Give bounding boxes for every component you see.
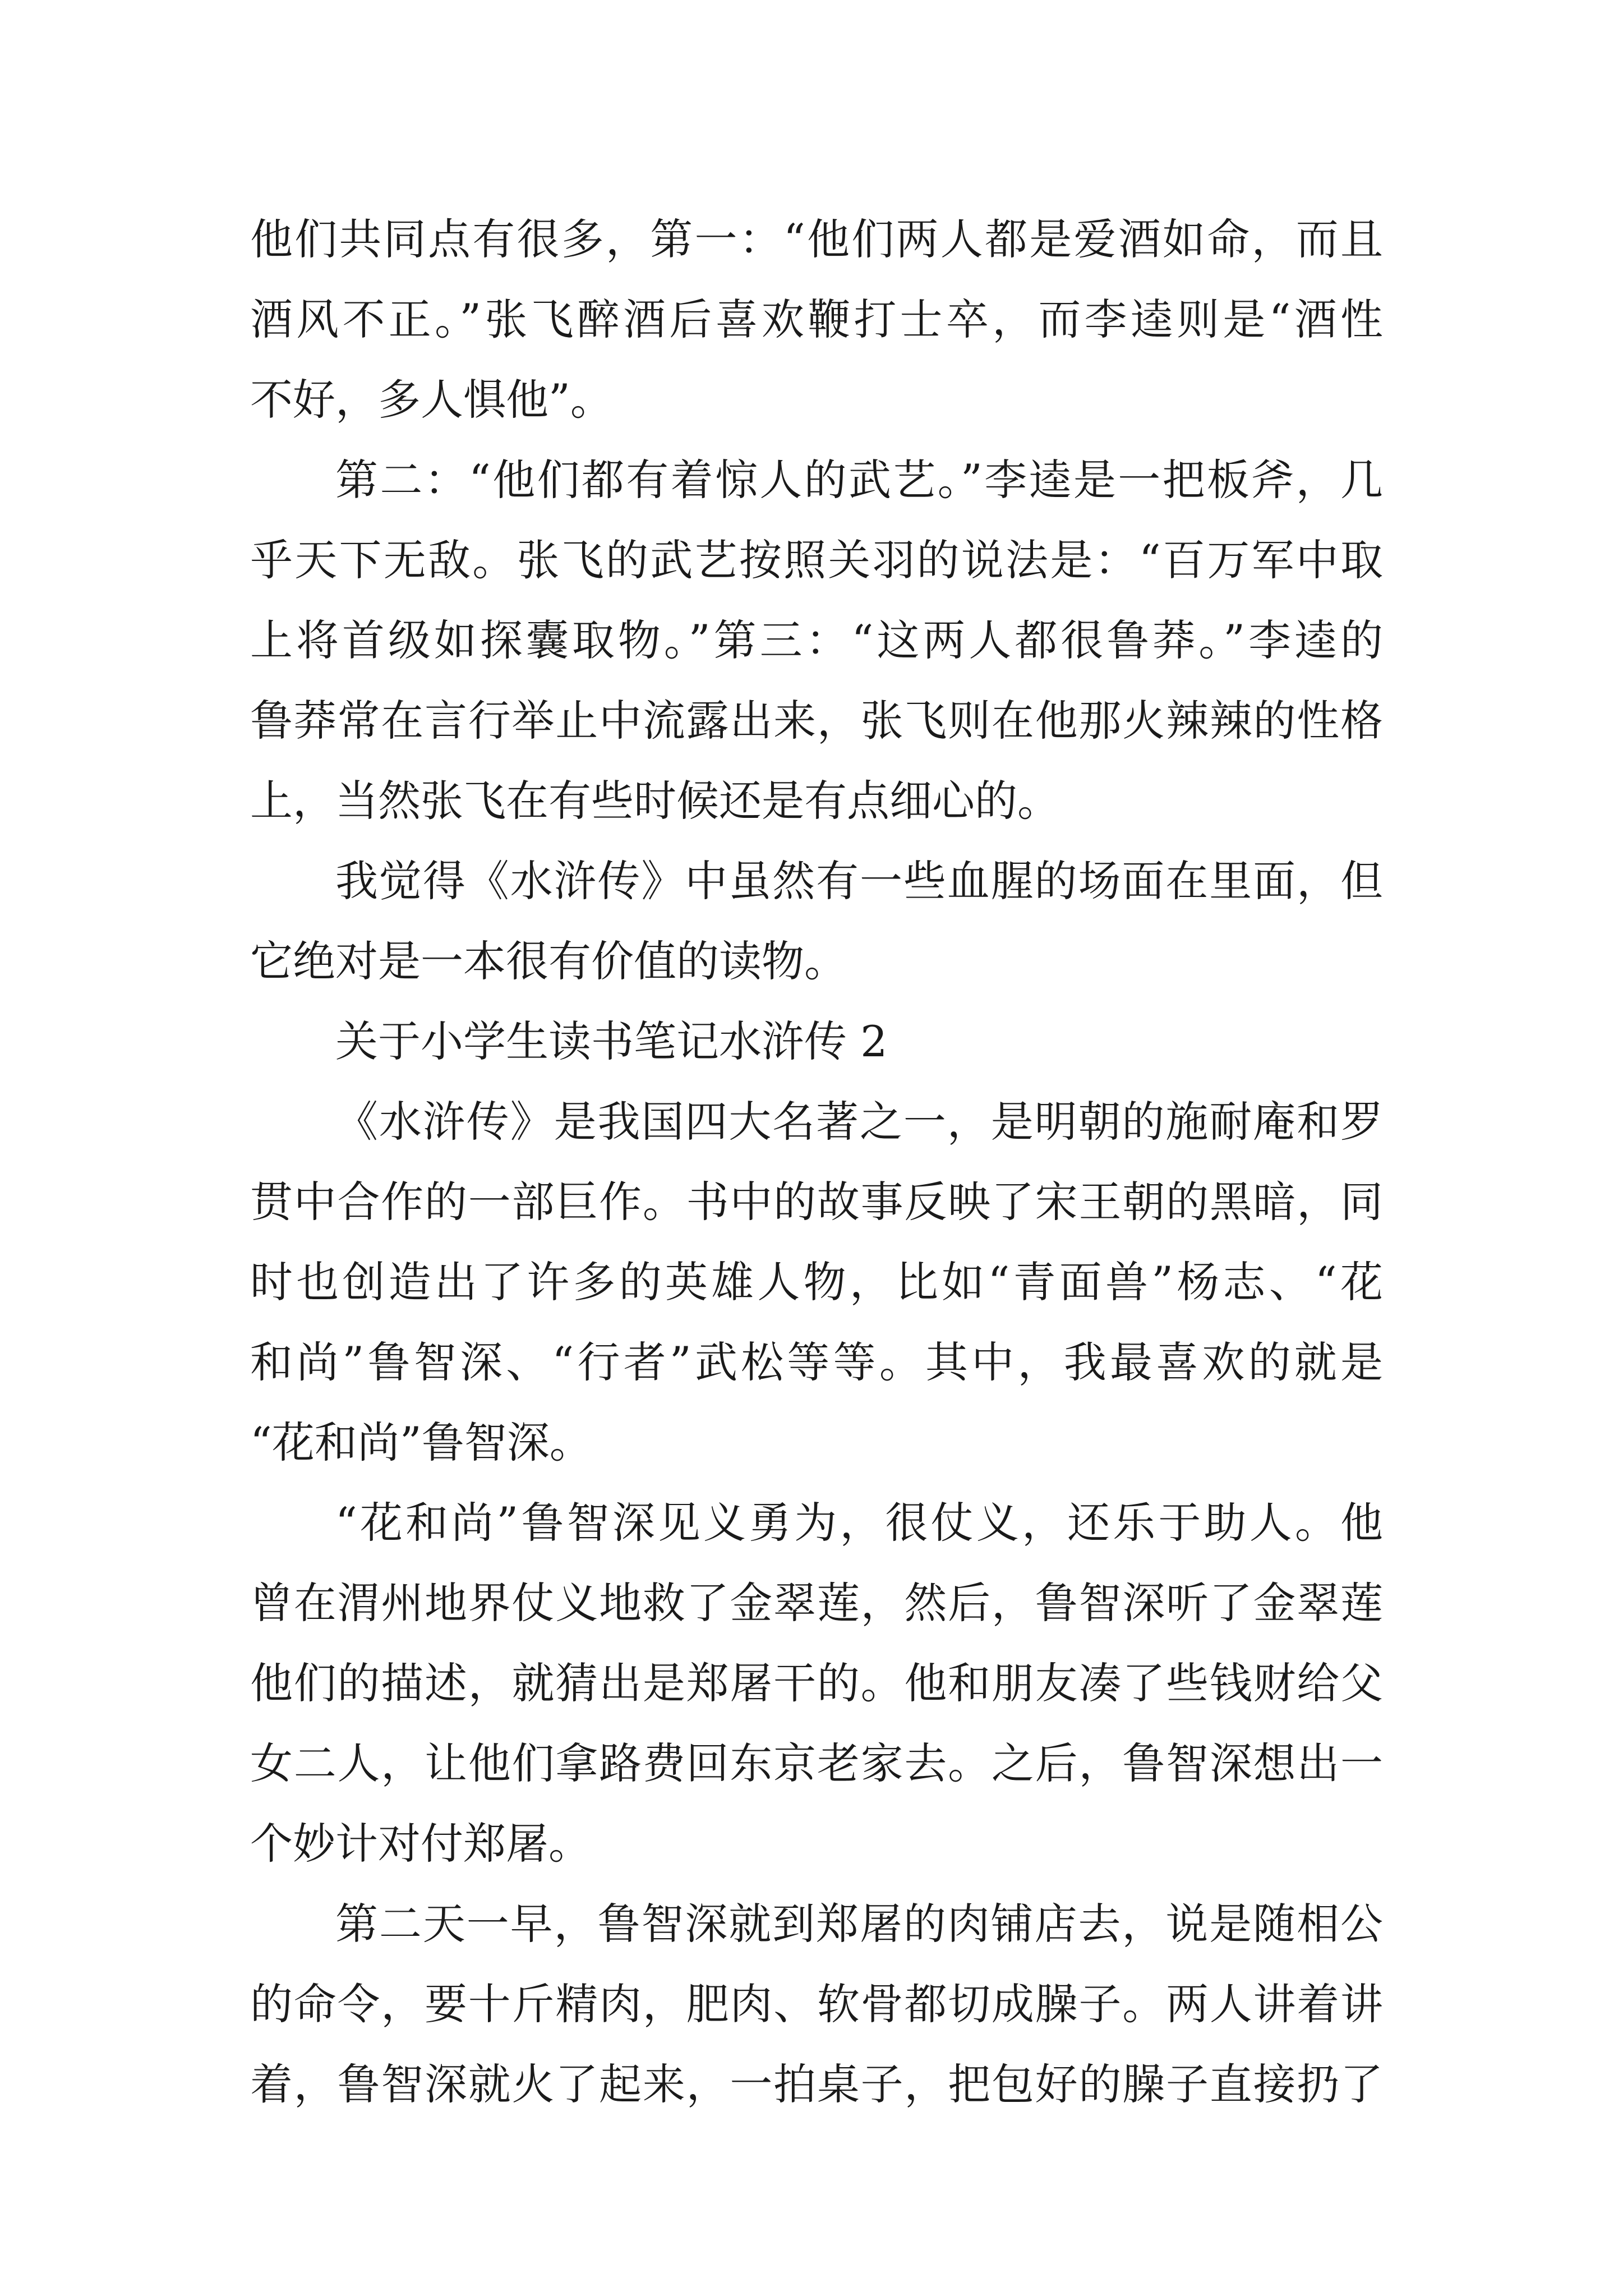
- text-line: 它绝对是一本很有价值的读物。: [250, 936, 847, 986]
- text-line: 酒风不正。”张飞醉酒后喜欢鞭打士卒，而李逵则是“酒性: [250, 295, 1383, 344]
- text-line: 贯中合作的一部巨作。书中的故事反映了宋王朝的黑暗，同: [250, 1177, 1383, 1227]
- text-line: 时也创造出了许多的英雄人物，比如“青面兽”杨志、“花: [250, 1257, 1383, 1307]
- paragraph-first-line: 我觉得《水浒传》中虽然有一些血腥的场面在里面，但: [335, 856, 1383, 906]
- text-line: 乎天下无敌。张飞的武艺按照关羽的说法是：“百万军中取: [250, 535, 1383, 585]
- text-line: 曾在渭州地界仗义地救了金翠莲，然后，鲁智深听了金翠莲: [250, 1578, 1383, 1628]
- text-line: 鲁莽常在言行举止中流露出来，张飞则在他那火辣辣的性格: [250, 696, 1383, 746]
- paragraph-first-line: 第二：“他们都有着惊人的武艺。”李逵是一把板斧，几: [335, 455, 1383, 505]
- text-line: 他们的描述，就猜出是郑屠干的。他和朋友凑了些钱财给父: [250, 1658, 1383, 1708]
- text-line: 他们共同点有很多，第一：“他们两人都是爱酒如命，而且: [250, 214, 1383, 264]
- text-line: 女二人，让他们拿路费回东京老家去。之后，鲁智深想出一: [250, 1738, 1383, 1788]
- text-line: 的命令，要十斤精肉，肥肉、软骨都切成臊子。两人讲着讲: [250, 1979, 1383, 2029]
- text-line: 着，鲁智深就火了起来，一拍桌子，把包好的臊子直接扔了: [250, 2059, 1383, 2109]
- paragraph-first-line: “花和尚”鲁智深见义勇为，很仗义，还乐于助人。他: [335, 1498, 1383, 1548]
- text-line: 上将首级如探囊取物。”第三：“这两人都很鲁莽。”李逵的: [250, 615, 1383, 665]
- section-heading: 关于小学生读书笔记水浒传 2: [335, 1016, 888, 1066]
- text-line: 和尚”鲁智深、“行者”武松等等。其中，我最喜欢的就是: [250, 1337, 1383, 1387]
- text-line: 上，当然张飞在有些时候还是有点细心的。: [250, 776, 1060, 826]
- paragraph-first-line: 第二天一早，鲁智深就到郑屠的肉铺店去，说是随相公: [335, 1899, 1383, 1949]
- text-line: 不好，多人惧他”。: [250, 375, 613, 425]
- text-line: 个妙计对付郑屠。: [250, 1819, 591, 1869]
- paragraph-first-line: 《水浒传》是我国四大名著之一，是明朝的施耐庵和罗: [335, 1097, 1383, 1147]
- text-line: “花和尚”鲁智深。: [250, 1418, 592, 1467]
